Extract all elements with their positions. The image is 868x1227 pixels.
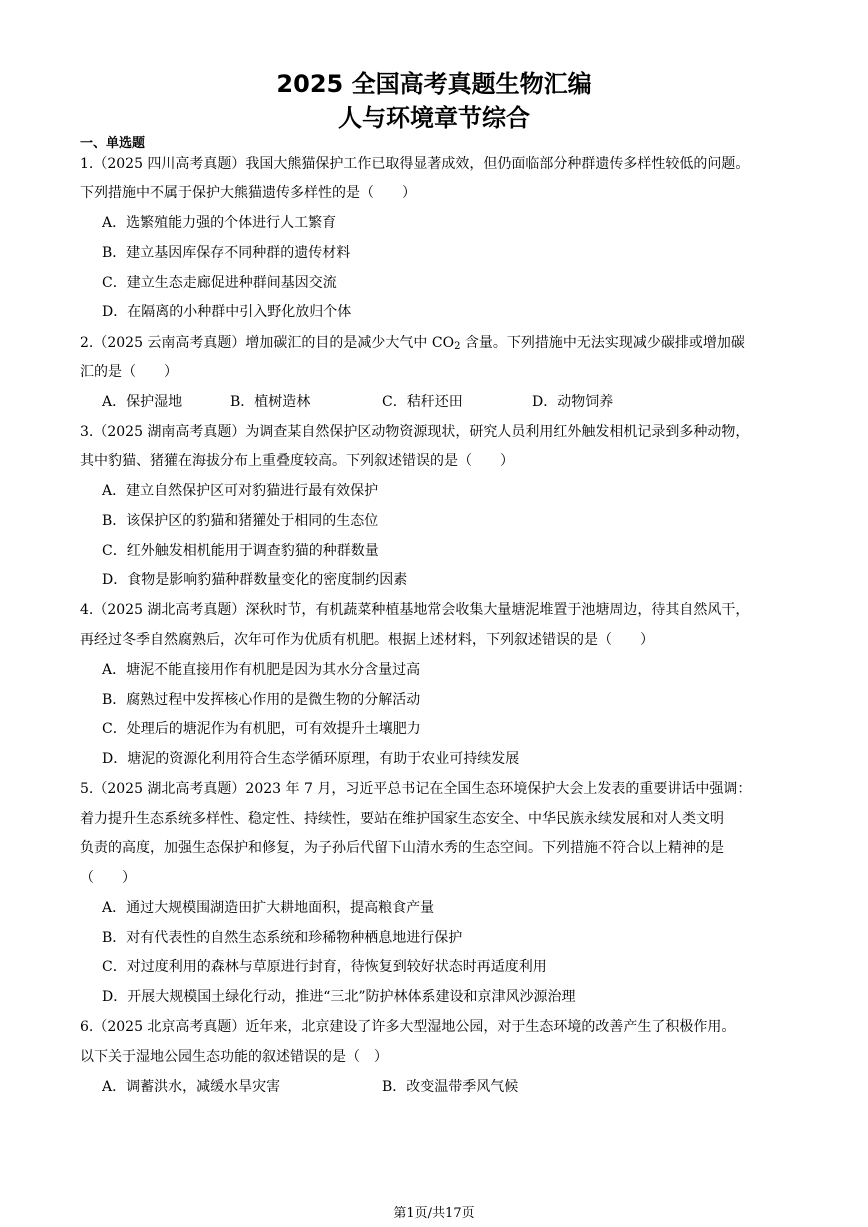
question-2-stem-text-post: 含量。下列措施中无法实现减少碳排或增加碳: [460, 335, 745, 351]
question-5-stem-line-3: 负责的高度，加强生态保护和修复，为子孙后代留下山清水秀的生态空间。下列措施不符合以上精神的是: [80, 840, 724, 856]
question-2-stem-line-1: [80, 333, 745, 353]
question-3-option-a: A．建立自然保护区可对豹猫进行最有效保护: [102, 483, 379, 499]
question-1-option-a: A．选繁殖能力强的个体进行人工繁育: [102, 215, 337, 231]
question-6-option-a: A．调蓄洪水，减缓水旱灾害: [102, 1079, 281, 1095]
question-3-option-b: B．该保护区的豹猫和猪獾处于相同的生态位: [102, 513, 379, 529]
question-3-option-d: D．食物是影响豹猫种群数量变化的密度制约因素: [102, 572, 408, 588]
question-1-option-d: D．在隔离的小种群中引入野化放归个体: [102, 304, 352, 320]
question-1-option-c: C．建立生态走廊促进种群间基因交流: [102, 275, 337, 291]
question-1-stem-line-1: 1.（2025 四川高考真题）我国大熊猫保护工作已取得显著成效，但仍面临部分种群遗传多样性较低的问题。: [80, 156, 750, 172]
question-5-stem-line-4: （ ）: [80, 870, 136, 886]
question-1-option-b: B．建立基因库保存不同种群的遗传材料: [102, 245, 351, 261]
question-6-stem-line-1: 6.（2025 北京高考真题）近年来，北京建设了许多大型湿地公园，对于生态环境的改善产生了积极作用。: [80, 1019, 736, 1035]
question-3-stem-line-1: 3.（2025 湖南高考真题）为调查某自然保护区动物资源现状，研究人员利用红外触发相机记录到多种动物，: [80, 424, 750, 440]
question-6-stem-line-2: 以下关于湿地公园生态功能的叙述错误的是（ ）: [80, 1049, 388, 1065]
question-2-option-d: D．动物饲养: [532, 394, 614, 410]
question-3-stem-line-2: 其中豹猫、猪獾在海拔分布上重叠度较高。下列叙述错误的是（ ）: [80, 453, 514, 469]
page-footer: 第1页/共17页: [393, 1206, 475, 1221]
question-2-stem-text-pre: 2.（2025 云南高考真题）增加碳汇的目的是减少大气中 CO: [80, 335, 455, 351]
question-5-stem-line-2: 着力提升生态系统多样性、稳定性、持续性，要站在维护国家生态安全、中华民族永续发展和对人类文明: [80, 811, 724, 827]
question-4-stem-line-2: 再经过冬季自然腐熟后，次年可作为优质有机肥。根据上述材料，下列叙述错误的是（ ）: [80, 632, 654, 648]
document-title: 2025 全国高考真题生物汇编: [276, 70, 592, 98]
question-2-option-a: A．保护湿地: [102, 394, 183, 410]
co2-subscript: 2: [454, 341, 461, 352]
question-6-option-b: B．改变温带季风气候: [382, 1079, 519, 1095]
question-5-option-c: C．对过度利用的森林与草原进行封育，待恢复到较好状态时再适度利用: [102, 959, 547, 975]
question-5-option-b: B．对有代表性的自然生态系统和珍稀物种栖息地进行保护: [102, 930, 463, 946]
section-heading: 一、单选题: [80, 136, 146, 151]
question-5-option-d: D．开展大规模国土绿化行动，推进“三北”防护林体系建设和京津风沙源治理: [102, 989, 576, 1005]
question-5-stem-line-1: 5.（2025 湖北高考真题）2023 年 7 月，习近平总书记在全国生态环境保护大会上发表的重要讲话中强调：: [80, 781, 752, 797]
question-3-option-c: C．红外触发相机能用于调查豹猫的种群数量: [102, 543, 379, 559]
question-4-option-c: C．处理后的塘泥作为有机肥，可有效提升土壤肥力: [102, 721, 421, 737]
question-5-option-a: A．通过大规模围湖造田扩大耕地面积，提高粮食产量: [102, 900, 435, 916]
question-2-option-b: B．植树造林: [230, 394, 311, 410]
question-4-stem-line-1: 4.（2025 湖北高考真题）深秋时节，有机蔬菜种植基地常会收集大量塘泥堆置于池塘周边，待其自然风干，: [80, 602, 750, 618]
question-4-option-d: D．塘泥的资源化利用符合生态学循环原理，有助于农业可持续发展: [102, 751, 520, 767]
question-2-option-c: C．秸秆还田: [382, 394, 463, 410]
question-4-option-a: A．塘泥不能直接用作有机肥是因为其水分含量过高: [102, 662, 421, 678]
document-subtitle: 人与环境章节综合: [338, 104, 530, 132]
question-1-stem-line-2: 下列措施中不属于保护大熊猫遗传多样性的是（ ）: [80, 185, 416, 201]
question-2-stem-line-2: 汇的是（ ）: [80, 364, 178, 380]
question-4-option-b: B．腐熟过程中发挥核心作用的是微生物的分解活动: [102, 692, 421, 708]
